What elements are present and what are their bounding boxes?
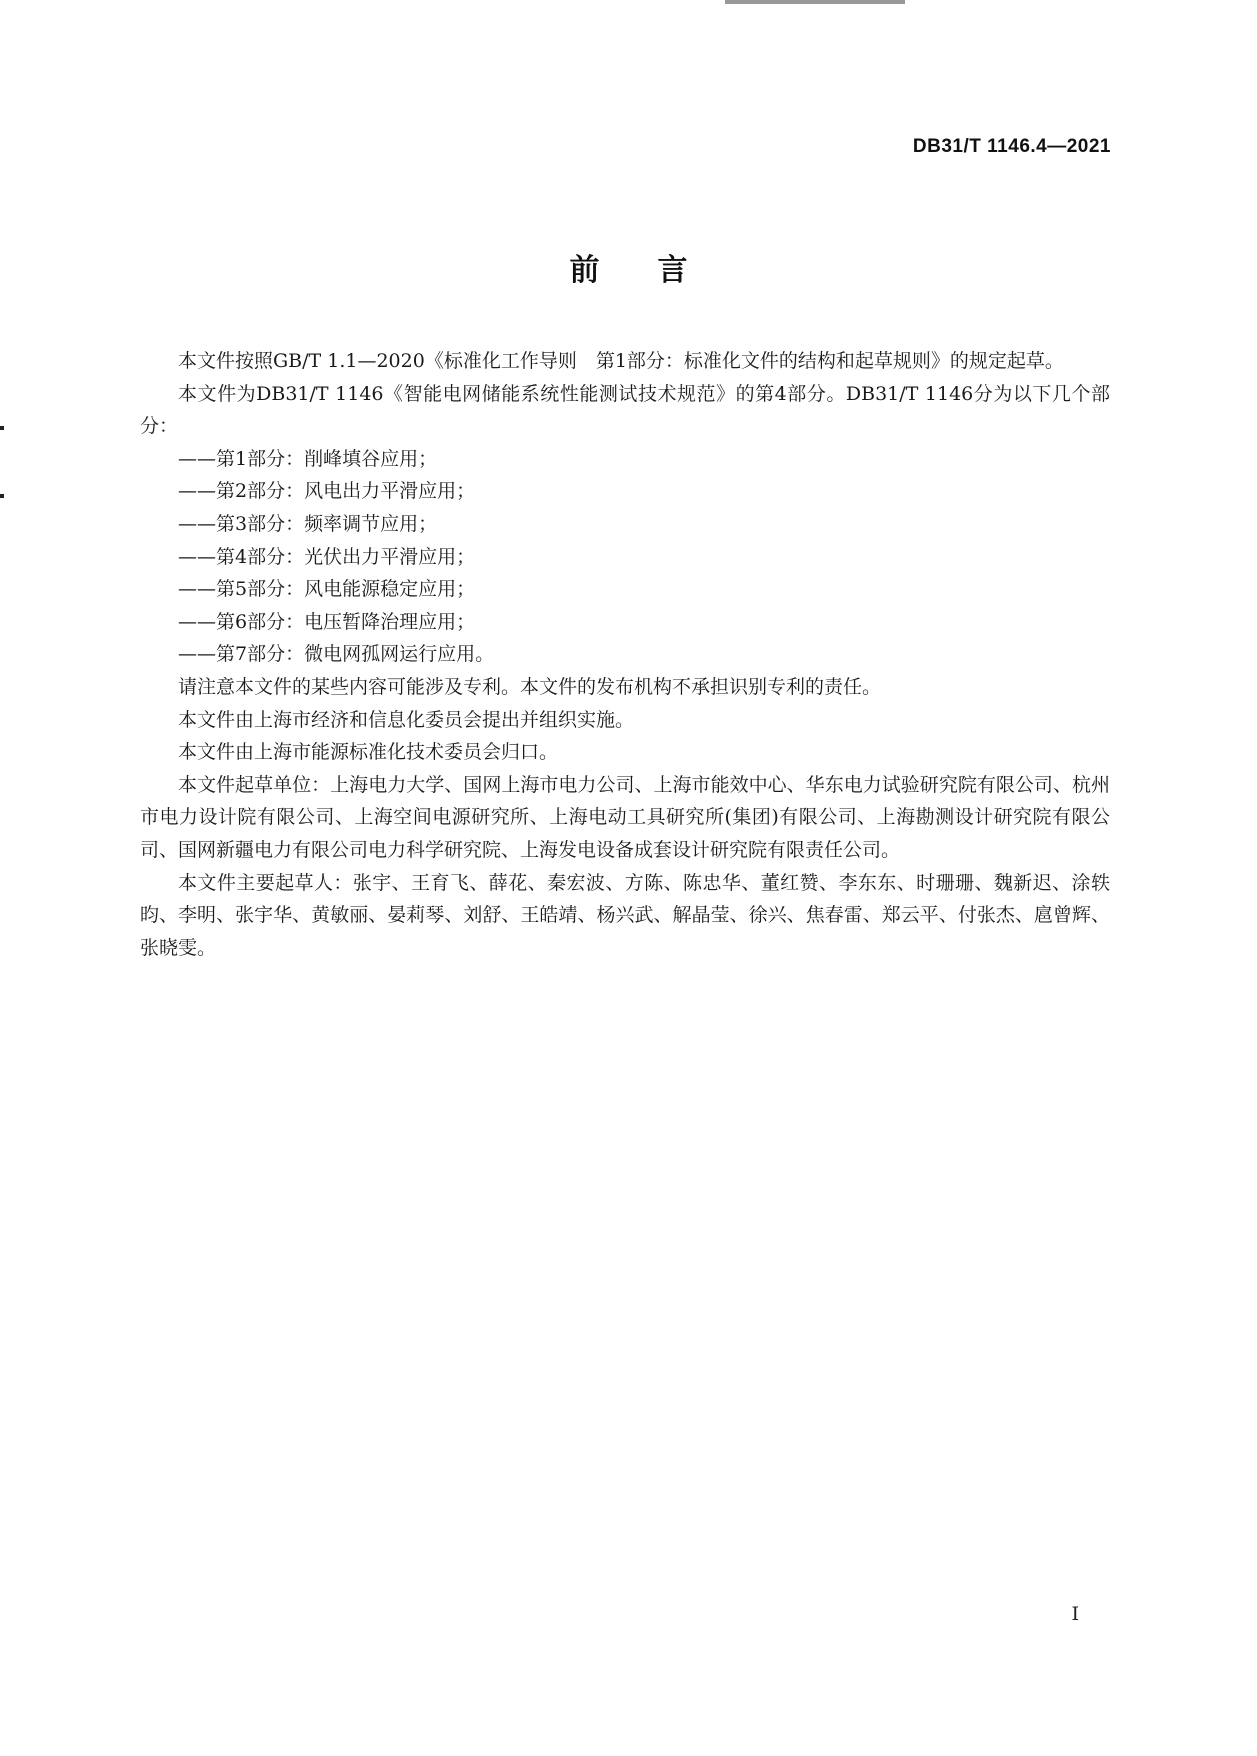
paragraph-drafters: 本文件主要起草人：张宇、王育飞、薛花、秦宏波、方陈、陈忠华、董红赞、李东东、时珊珊、魏新迟、涂轶昀、李明、张宇华、黄敏丽、晏莉琴、刘舒、王皓靖、杨兴武、解晶莹、徐兴、焦春雷、郑云平、付张杰、扈曾辉、张晓雯。: [140, 871, 1110, 959]
paragraph-committee: 本文件由上海市能源标准化技术委员会归口。: [178, 741, 559, 764]
paragraph-series-intro: 本文件为DB31/T 1146《智能电网储能系统性能测试技术规范》的第4部分。DB31/T 1146分为以下几个部分：: [140, 382, 1110, 438]
list-item-part-4: ——第4部分：光伏出力平滑应用；: [178, 545, 476, 568]
paragraph-proposer: 本文件由上海市经济和信息化委员会提出并组织实施。: [178, 708, 635, 731]
list-item-part-2: ——第2部分：风电出力平滑应用；: [178, 480, 476, 503]
paragraph-drafting-rules: 本文件按照GB/T 1.1—2020《标准化工作导则 第1部分：标准化文件的结构和起草规则》的规定起草。: [178, 350, 1064, 372]
paragraph-patent-notice: 请注意本文件的某些内容可能涉及专利。本文件的发布机构不承担识别专利的责任。: [178, 675, 882, 698]
scan-artifact-dot: [0, 426, 4, 430]
scan-artifact-line: [725, 0, 905, 4]
page-number: I: [1071, 1603, 1079, 1625]
paragraph-drafting-units: 本文件起草单位：上海电力大学、国网上海市电力公司、上海市能效中心、华东电力试验研究院有限公司、杭州市电力设计院有限公司、上海空间电源研究所、上海电动工具研究所(集团)有限公司、上海勘测设计研究院有限公司、国网新疆电力有限公司电力科学研究院、上海发电设备成套设计研究院有限责任公司。: [140, 773, 1110, 861]
scan-artifact-dot: [0, 494, 4, 498]
list-item-part-1: ——第1部分：削峰填谷应用；: [178, 447, 438, 470]
list-item-part-7: ——第7部分：微电网孤网运行应用。: [178, 643, 495, 666]
list-item-part-5: ——第5部分：风电能源稳定应用；: [178, 578, 476, 601]
foreword-body: [140, 345, 1110, 964]
page-title: 前言: [569, 253, 746, 288]
list-item-part-6: ——第6部分：电压暂降治理应用；: [178, 610, 476, 633]
document-code: DB31/T 1146.4—2021: [912, 136, 1111, 157]
list-item-part-3: ——第3部分：频率调节应用；: [178, 512, 438, 535]
